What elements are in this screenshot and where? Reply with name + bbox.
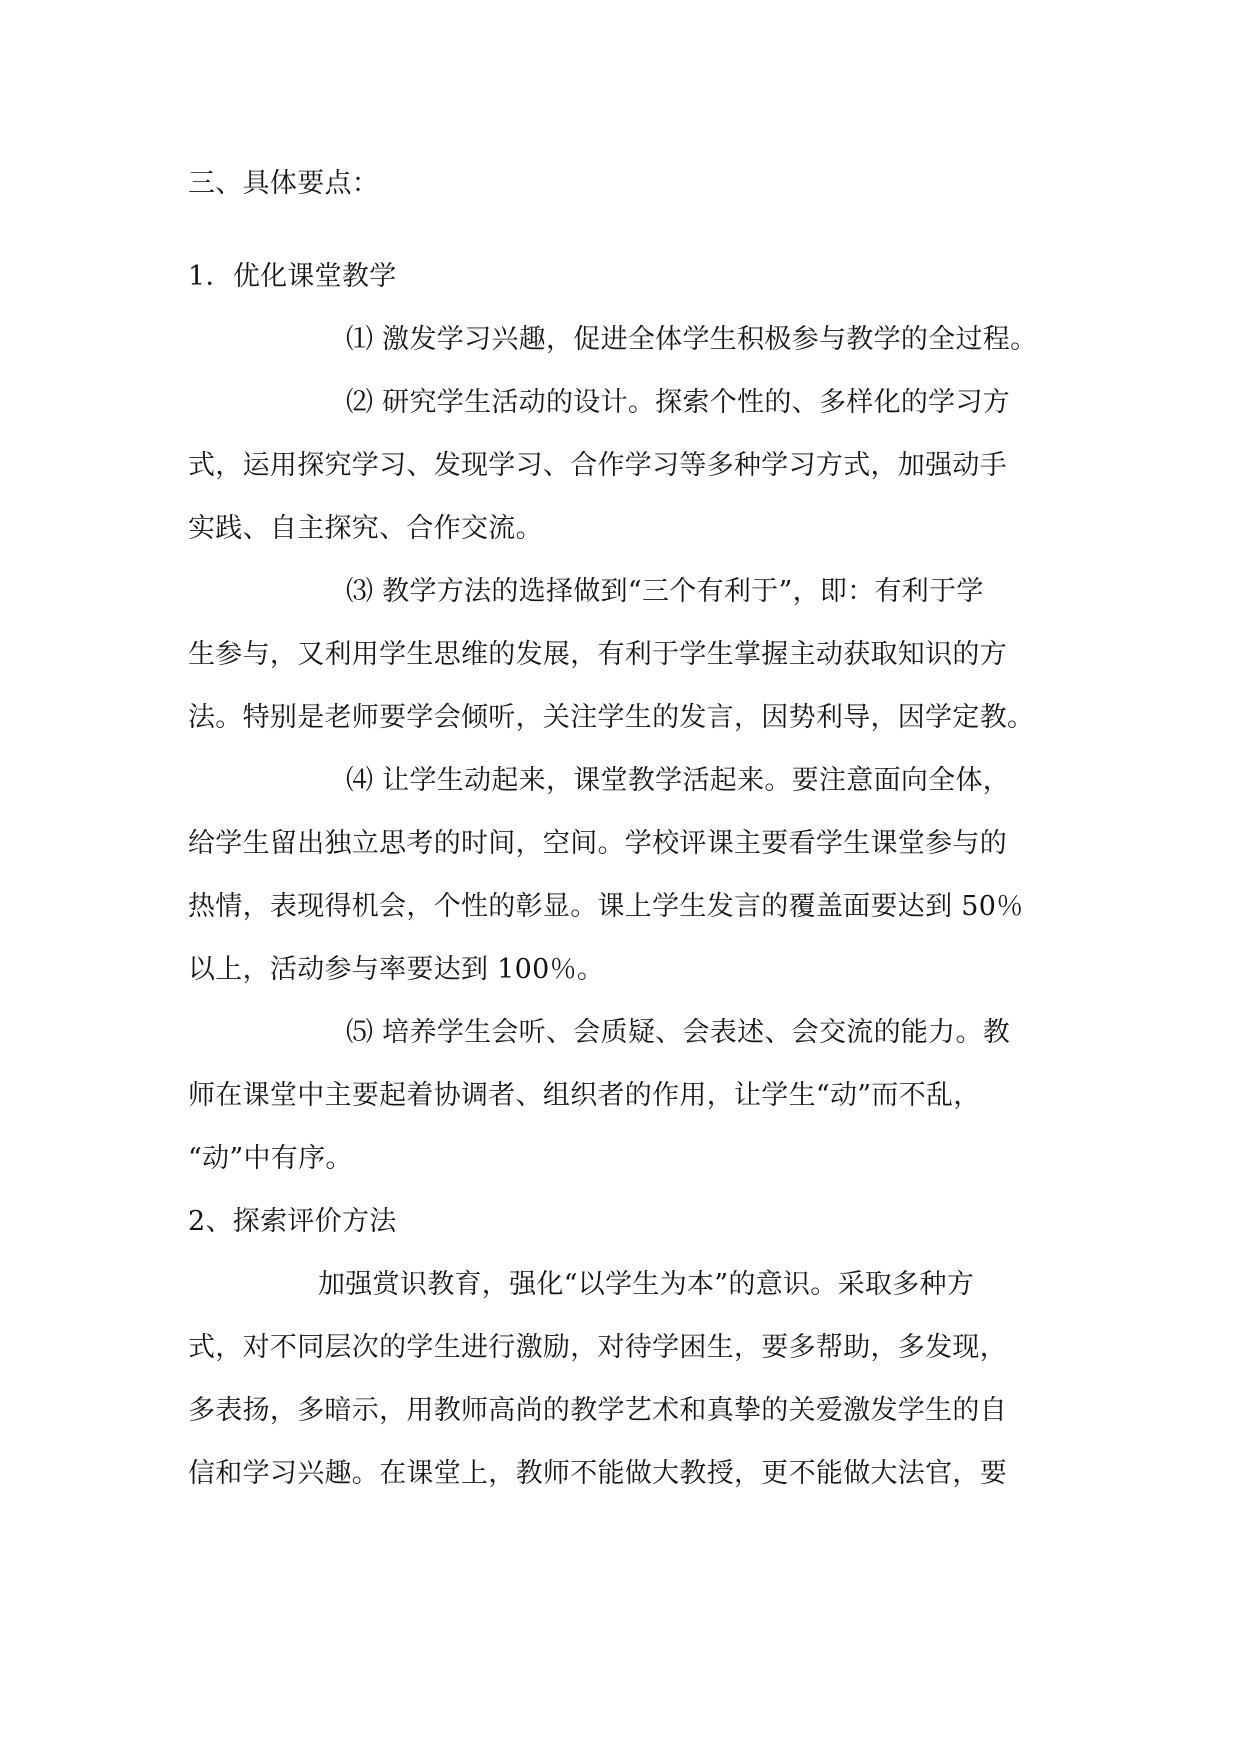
paragraph-1-line: ⑴ 激发学习兴趣，促进全体学生积极参与教学的全过程。 — [346, 324, 1038, 355]
section-2-title: 2、探索评价方法 — [188, 1206, 397, 1237]
section-1-title: 1．优化课堂教学 — [188, 261, 397, 292]
paragraph-6-line: 式，对不同层次的学生进行激励，对待学困生，要多帮助，多发现， — [188, 1332, 1007, 1363]
paragraph-5-line: “动”中有序。 — [188, 1143, 353, 1174]
paragraph-2-line: ⑵ 研究学生活动的设计。探索个性的、多样化的学习方 — [346, 387, 1011, 418]
section-heading: 三、具体要点： — [188, 168, 380, 199]
paragraph-3-line: 生参与，又利用学生思维的发展，有利于学生掌握主动获取知识的方 — [188, 639, 1007, 670]
paragraph-5-line: 师在课堂中主要起着协调者、组织者的作用，让学生“动”而不乱， — [188, 1080, 981, 1111]
paragraph-6-line: 多表扬，多暗示，用教师高尚的教学艺术和真挚的关爱激发学生的自 — [188, 1395, 1007, 1426]
paragraph-2-line: 实践、自主探究、合作交流。 — [188, 513, 543, 544]
paragraph-5-line: ⑸ 培养学生会听、会质疑、会表述、会交流的能力。教 — [346, 1017, 1011, 1048]
paragraph-2-line: 式，运用探究学习、发现学习、合作学习等多种学习方式，加强动手 — [188, 450, 1007, 481]
paragraph-6-line: 加强赏识教育，强化“以学生为本”的意识。采取多种方 — [318, 1269, 975, 1300]
paragraph-3-line: 法。特别是老师要学会倾听，关注学生的发言，因势利导，因学定教。 — [188, 702, 1035, 733]
paragraph-3-line: ⑶ 教学方法的选择做到“三个有利于”，即：有利于学 — [346, 576, 984, 607]
paragraph-4-line: ⑷ 让学生动起来，课堂教学活起来。要注意面向全体， — [346, 765, 1011, 796]
paragraph-4-line: 给学生留出独立思考的时间，空间。学校评课主要看学生课堂参与的 — [188, 828, 1007, 859]
paragraph-4-line: 以上，活动参与率要达到 100％。 — [188, 954, 605, 985]
paragraph-4-line: 热情，表现得机会，个性的彰显。课上学生发言的覆盖面要达到 50％ — [188, 891, 1024, 922]
paragraph-6-line: 信和学习兴趣。在课堂上，教师不能做大教授，更不能做大法官，要 — [188, 1458, 1007, 1489]
